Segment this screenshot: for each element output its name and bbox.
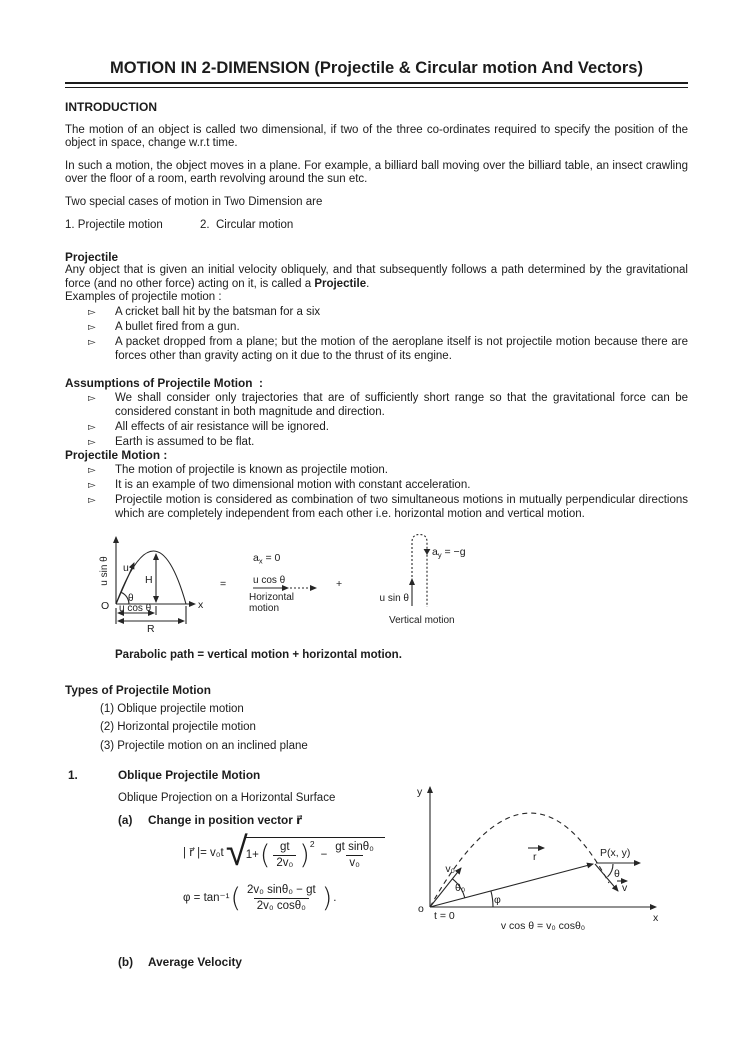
arrow-bullet-icon: ▻: [88, 421, 96, 433]
fig1-y-axis-label: u sin θ: [99, 556, 110, 586]
examples-label: Examples of projectile motion :: [65, 291, 222, 303]
arrow-bullet-icon: ▻: [88, 436, 96, 448]
projectile-examples-list: [65, 306, 688, 363]
list-item: [65, 336, 688, 363]
figure-trajectory-wrap: [403, 777, 683, 942]
fig1-ay-rest: = −g: [441, 546, 466, 558]
fig1-ucos-mid-label: u cos θ: [253, 575, 286, 586]
fig1-origin-label: O: [101, 600, 110, 612]
list-item: [65, 464, 688, 478]
list-item: [65, 392, 688, 419]
fig2-y-axis-label: y: [417, 786, 423, 798]
section-1-subheading: Oblique Projection on a Horizontal Surface: [118, 791, 336, 804]
fig1-plus-sign: +: [336, 578, 343, 590]
list-item-text: It is an example of two dimensional motion with constant acceleration.: [115, 479, 471, 491]
list-item: [65, 479, 688, 493]
case-projectile-motion: 1. Projectile motion: [65, 219, 163, 231]
radical-sign: √: [225, 828, 248, 875]
intro-paragraph-2: In such a motion, the object moves in a plane. For example, a billiard ball moving over the billiard table, an insect crawling over the floor of a room, earth revolving around the sun etc.: [65, 159, 688, 185]
section-heading-projectile: Projectile: [65, 249, 119, 264]
list-item: [65, 306, 688, 320]
fig1-ay-base: a: [432, 546, 438, 558]
fig2-caption: v cos θ = v₀ cosθ₀: [500, 920, 586, 932]
formula2-lhs: φ = tan⁻¹: [183, 891, 230, 904]
fig2-v-label: v: [622, 882, 628, 894]
fig1-vertical-motion-label: Vertical motion: [389, 615, 455, 626]
list-item-text: We shall consider only trajectories that are of sufficiently short range so that the gravitational force can be considered constant in both magnitude and direction.: [115, 392, 688, 418]
open-paren: (: [259, 840, 271, 871]
arrow-bullet-icon: ▻: [88, 393, 96, 404]
list-item-text: A cricket ball hit by the batsman for a six: [115, 306, 321, 318]
open-paren: (: [230, 883, 241, 914]
fig2-phi-label: φ: [494, 894, 501, 906]
r-vector-symbol: r⃗: [296, 813, 302, 827]
list-item: [65, 321, 688, 335]
fraction-gtsin-v0: [332, 841, 377, 871]
fig1-ay-label: [432, 546, 466, 560]
arrow-bullet-icon: ▻: [88, 322, 96, 333]
fig1-ax-label: [253, 552, 281, 566]
fig1-vertical-dotted-path: [412, 535, 427, 608]
list-item-text: A packet dropped from a plane; but the motion of the aeroplane itself is not projectile motion because there are forces other than gravity acting on it due to the thrust of its engine.: [115, 336, 688, 362]
section-heading-assumptions: Assumptions of Projectile Motion :: [65, 376, 263, 390]
fig2-t0-label: t = 0: [434, 910, 455, 922]
fig1-x-axis-label: x: [198, 599, 204, 611]
section-heading-projectile-motion: Projectile Motion :: [65, 448, 168, 462]
section-1-heading: Oblique Projectile Motion: [118, 768, 261, 782]
part-b-heading-row: [118, 956, 688, 970]
fig2-phi-arc: [491, 891, 493, 907]
fig1-ax-rest: = 0: [262, 552, 281, 564]
motion-cases-line: [65, 219, 688, 233]
fig1-ax-base: a: [253, 552, 259, 564]
section-number: 1.: [68, 768, 78, 782]
part-b-title: Average Velocity: [148, 954, 242, 969]
projectile-motion-list: [65, 464, 688, 521]
part-a-title: [148, 814, 302, 828]
list-item-text: Projectile motion is considered as combination of two simultaneous motions in mutually perpendicular directions which are completely independent from each other i.e. horizontal motion and vertical motion.: [115, 494, 688, 520]
arrow-bullet-icon: ▻: [88, 337, 96, 348]
part-b-label: (b): [118, 954, 134, 969]
square-root-expression: [225, 828, 385, 875]
list-item: [65, 436, 688, 450]
fig2-labels: [417, 786, 659, 932]
projectile-definition-bold-term: Projectile: [314, 277, 367, 290]
fig2-theta-label: θ: [614, 868, 620, 880]
fig2-r-label: r: [533, 851, 537, 863]
projectile-definition-period: .: [366, 277, 370, 290]
assumptions-list: [65, 392, 688, 449]
fig1-ay-sub: y: [437, 550, 442, 560]
type-item-1: (1) Oblique projectile motion: [100, 702, 244, 715]
type-item-3: (3) Projectile motion on an inclined plane: [100, 739, 308, 752]
exponent: 2: [309, 838, 315, 849]
fraction-numerator: gt sinθ₀: [335, 840, 374, 853]
formula2-period: .: [333, 891, 337, 904]
fig1-ax-sub: x: [258, 556, 263, 566]
fig2-v0-label: v₀: [445, 863, 455, 875]
radicand: [244, 837, 385, 871]
title-underline: [65, 82, 688, 88]
fig1-range-label: R: [147, 623, 155, 635]
formula1-lhs: | r⃗ |= v₀t: [183, 846, 224, 859]
fig2-theta0-label: θ₀: [455, 882, 466, 894]
figure-projectile-decomposition-wrap: [98, 525, 688, 640]
list-item-text: Earth is assumed to be flat.: [115, 435, 255, 448]
part-a-title-text: Change in position vector: [148, 813, 293, 827]
list-item: [65, 421, 688, 435]
projectile-definition-text: Any object that is given an initial velocity obliquely, and that subsequently follows a path determined by the gravitational force (and no other force) acting on it, is called a: [65, 264, 688, 290]
parabolic-path-note: Parabolic path = vertical motion + horizontal motion.: [115, 648, 402, 661]
figure-oblique-trajectory: [403, 777, 683, 937]
list-item-text: A bullet fired from a gun.: [115, 321, 240, 333]
arrow-bullet-icon: ▻: [88, 495, 96, 506]
fig1-horizontal-label-2: motion: [249, 603, 280, 614]
close-paren: ): [321, 883, 333, 914]
section-heading-introduction: INTRODUCTION: [65, 100, 157, 114]
intro-paragraph-3: Two special cases of motion in Two Dimension are: [65, 195, 323, 208]
close-paren: ): [299, 840, 310, 871]
section-oblique-projectile-motion: [65, 769, 688, 969]
part-a-label: (a): [118, 813, 133, 827]
fraction-denominator: 2v₀: [273, 855, 296, 871]
fraction-phi: [244, 884, 319, 914]
fig2-x-axis-label: x: [653, 912, 659, 924]
fraction-numerator: 2v₀ sinθ₀ − gt: [247, 883, 316, 896]
fraction-gt-2v0: [273, 841, 296, 871]
arrow-bullet-icon: ▻: [88, 480, 96, 491]
list-item-text: The motion of projectile is known as projectile motion.: [115, 464, 388, 476]
fig1-down-arrowhead: [424, 549, 431, 555]
intro-paragraph-1: The motion of an object is called two dimensional, if two of the three co-ordinates required to specify the position of the object in space, change w.r.t time.: [65, 123, 688, 149]
section-heading-types: Types of Projectile Motion: [65, 683, 211, 697]
fraction-denominator: 2v₀ cosθ₀: [254, 898, 309, 914]
arrow-bullet-icon: ▻: [88, 307, 96, 318]
fig2-p-label: P(x, y): [600, 847, 631, 859]
formula1-one-plus: 1+: [245, 848, 259, 861]
type-item-2: (2) Horizontal projectile motion: [100, 721, 256, 733]
fraction-denominator: v₀: [346, 855, 363, 871]
fraction-numerator: gt: [280, 840, 290, 853]
case-circular-motion: 2. Circular motion: [200, 219, 294, 231]
projectile-definition: [65, 264, 688, 291]
fig2-origin-label: o: [418, 903, 424, 915]
list-item: [65, 494, 688, 521]
fig1-equals-sign: =: [220, 578, 227, 590]
figure-projectile-decomposition: [98, 525, 490, 635]
fig1-height-label: H: [145, 574, 153, 586]
fig1-horizontal-label-1: Horizontal: [249, 592, 295, 603]
fig1-u-label: u: [123, 562, 129, 574]
fig2-theta-arc: [608, 864, 614, 877]
arrow-bullet-icon: ▻: [88, 465, 96, 476]
page-title: MOTION IN 2-DIMENSION (Projectile & Circular motion And Vectors): [110, 59, 643, 77]
list-item-text: All effects of air resistance will be ignored.: [115, 420, 329, 433]
fig1-labels: [99, 546, 466, 635]
fig1-usin-label: u sin θ: [379, 593, 409, 604]
minus-operator: −: [320, 848, 328, 861]
fig1-theta-label: θ: [128, 593, 134, 604]
fig1-ucos-label: u cos θ: [119, 603, 152, 614]
